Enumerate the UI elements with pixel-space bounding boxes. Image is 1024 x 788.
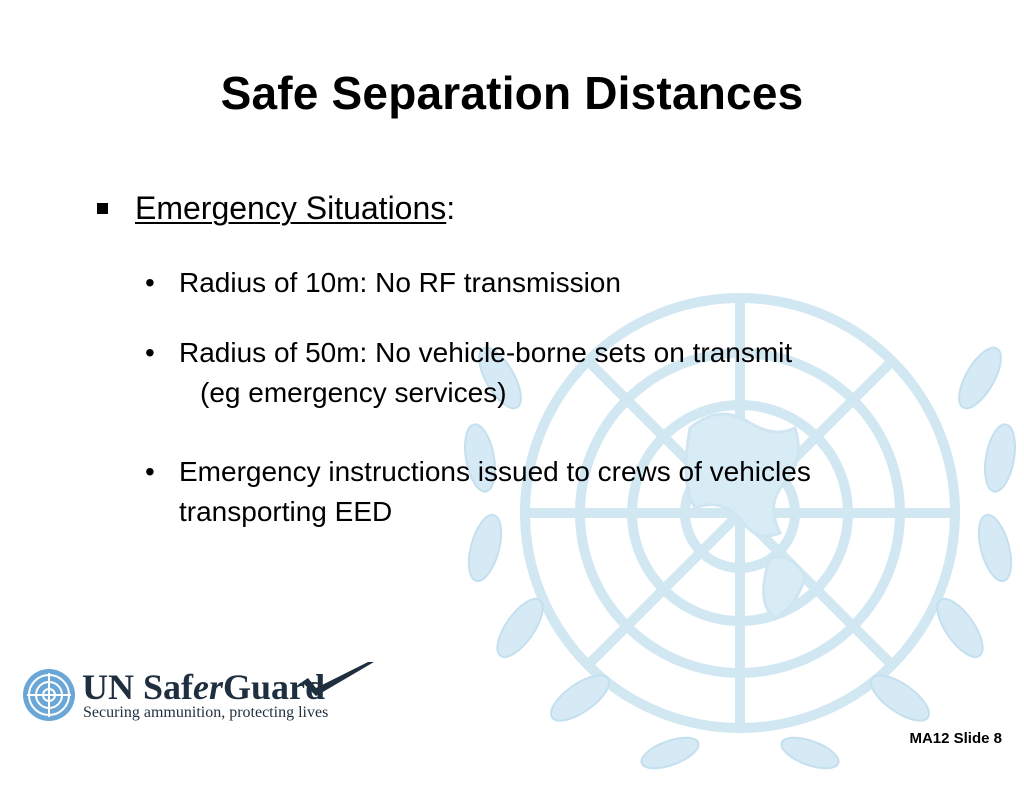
brand-name-part: UN Saf	[82, 667, 194, 707]
slide-number: MA12 Slide 8	[909, 730, 1002, 747]
bullet-text: Emergency instructions issued to crews of vehicles	[179, 456, 811, 487]
section-heading	[135, 190, 455, 227]
bullet-subtext: (eg emergency services)	[200, 377, 507, 408]
bullet-text: Radius of 50m: No vehicle-borne sets on transmit	[179, 337, 793, 368]
brand-name-italic: er	[193, 667, 224, 707]
section-heading-label: Emergency Situations	[135, 190, 447, 226]
bullet-text-line2: transporting EED	[179, 496, 393, 527]
section-heading-colon: :	[446, 190, 456, 226]
square-bullet-icon	[97, 203, 108, 214]
brand-name-part: Guard	[223, 667, 326, 707]
bullet-dot: •	[145, 267, 155, 298]
bullet-text: Radius of 10m: No RF transmission	[179, 267, 621, 298]
brand-tagline: Securing ammunition, protecting lives	[83, 704, 329, 721]
slide-title: Safe Separation Distances	[220, 67, 804, 119]
brand-name	[82, 666, 325, 708]
bullet-dot: •	[145, 456, 155, 487]
bullet-dot: •	[145, 337, 155, 368]
